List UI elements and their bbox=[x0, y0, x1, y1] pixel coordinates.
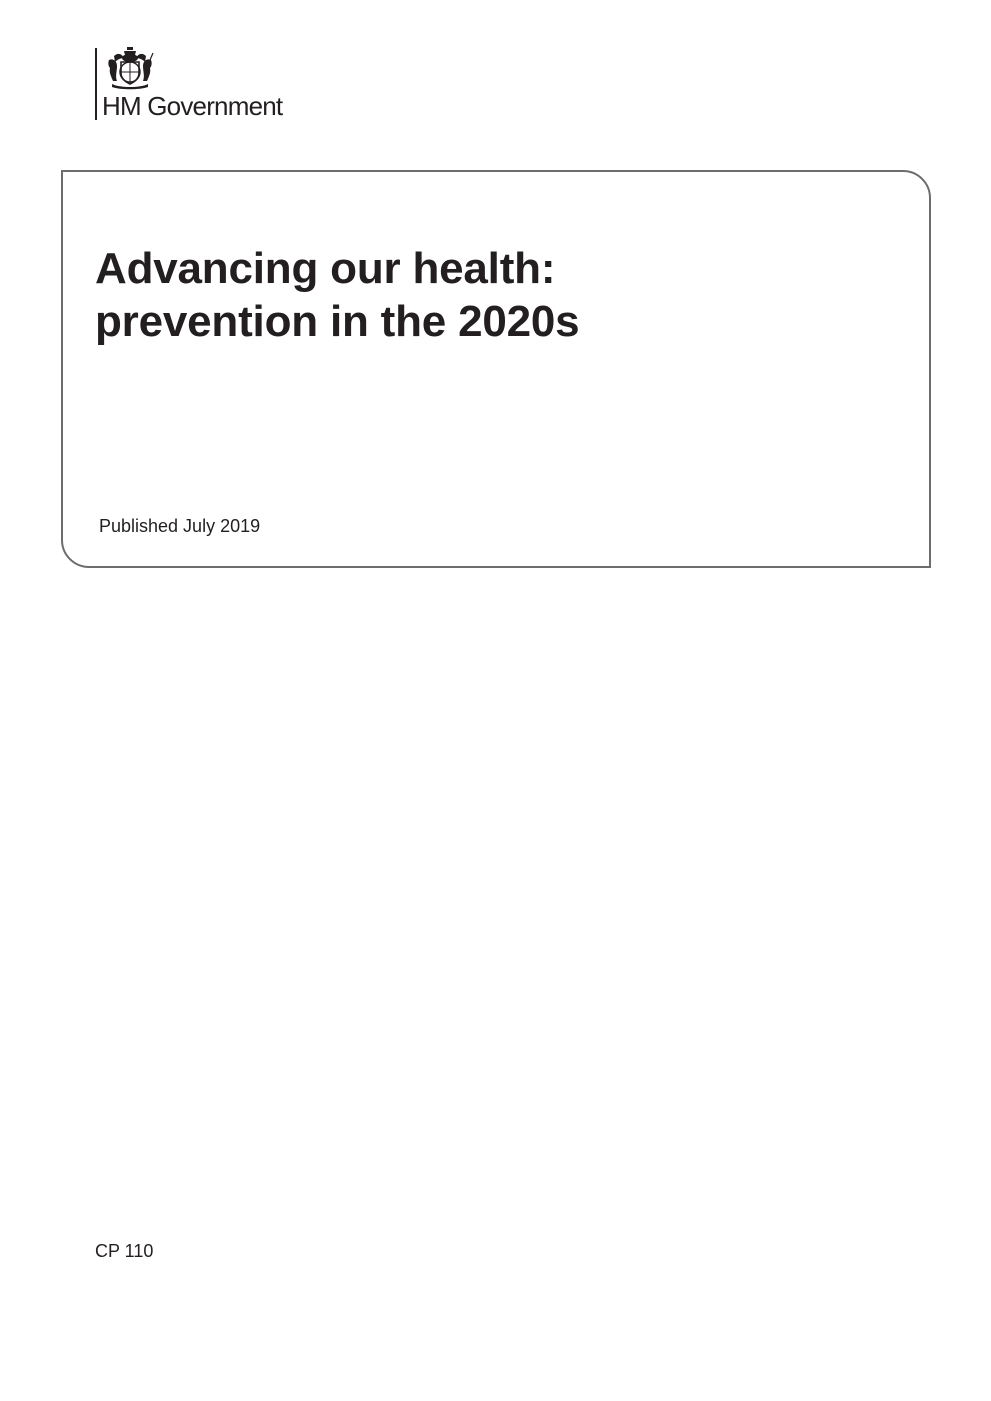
logo-divider bbox=[95, 48, 97, 120]
title-line-2: prevention in the 2020s bbox=[95, 297, 580, 346]
document-title bbox=[95, 242, 579, 348]
publication-date: Published July 2019 bbox=[99, 516, 261, 536]
royal-coat-of-arms-icon bbox=[106, 46, 154, 90]
title-line-1: Advancing our health: bbox=[95, 244, 556, 293]
command-paper-number: CP 110 bbox=[95, 1241, 154, 1261]
cover-title-box bbox=[61, 170, 931, 568]
logo-text: HM Government bbox=[102, 91, 283, 121]
